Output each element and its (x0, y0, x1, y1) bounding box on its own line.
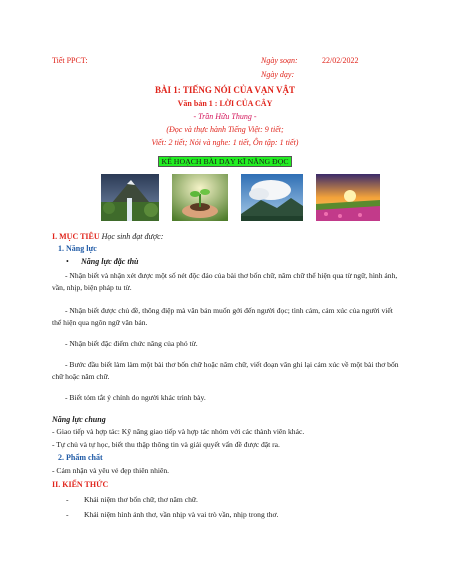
section-1-heading-line (52, 232, 163, 242)
clouds-over-mountain-image (241, 174, 303, 221)
plan-banner: KẾ HOẠCH BÀI DẠY KĨ NĂNG ĐỌC (158, 156, 291, 167)
section-2-heading: II. KIẾN THỨC (52, 480, 109, 489)
hands-holding-sprout-image (172, 174, 228, 221)
kien-thuc-dash-1: - (66, 495, 69, 504)
bullet-dot: • (66, 257, 69, 266)
dac-thu-paragraph-2: - Nhận biết được chủ đề, thông điệp mà văn bản muốn gởi đến người đọc; tình cảm, cảm xúc của người viết thể hiện qua ngôn ngữ văn bản. (52, 306, 393, 327)
ngay-soan-label: Ngày soạn: (261, 56, 298, 65)
ngay-soan-value: 22/02/2022 (322, 56, 359, 65)
pham-chat-item: - Cảm nhận và yêu vẻ đẹp thiên nhiên. (52, 466, 170, 475)
waterfall-landscape-image (101, 174, 159, 221)
dac-thu-paragraph-4: - Bước đầu biết làm làm một bài thơ bốn chữ hoặc năm chữ, viết đoạn văn ghi lại cảm xúc về một bài thơ bốn chữ hoặc năm chữ. (52, 360, 399, 381)
section-1-subtitle: Học sinh đạt được: (101, 232, 164, 241)
nang-luc-chung-heading: Năng lực chung (52, 415, 106, 424)
text-title: Văn bản 1 : LỜI CỦA CÂY (177, 99, 273, 108)
kien-thuc-item-2: Khái niệm hình ảnh thơ, vần nhịp và vai trò vần, nhịp trong thơ. (84, 510, 279, 519)
dac-thu-paragraph-3: - Nhận biết đặc điểm chức năng của phó từ. (65, 339, 198, 348)
kien-thuc-dash-2: - (66, 510, 69, 519)
ngay-day-label: Ngày dạy: (261, 70, 295, 79)
nang-luc-heading: 1. Năng lực (58, 244, 97, 253)
pham-chat-heading: 2. Phẩm chất (58, 453, 103, 462)
kien-thuc-item-1: Khái niệm thơ bốn chữ, thơ năm chữ. (84, 495, 198, 504)
lesson-title: BÀI 1: TIẾNG NÓI CỦA VẠN VẬT (154, 85, 296, 95)
dac-thu-paragraph-5: - Biết tóm tắt ý chính do người khác trình bày. (65, 393, 206, 402)
sunset-flower-field-image (316, 174, 380, 221)
schedule-line-1: (Đọc và thực hành Tiếng Việt: 9 tiết; (166, 125, 284, 134)
dac-thu-paragraph-1: - Nhận biết và nhận xét được một số nét độc đáo của bài thơ bốn chữ, năm chữ thể hiện qua từ ngữ, hình ảnh, vần, nhịp, biện pháp tu từ. (52, 271, 398, 292)
section-1-heading: I. MỤC TIÊU (52, 232, 100, 241)
nang-luc-chung-item-1: - Giao tiếp và hợp tác: Kỹ năng giao tiếp và hợp tác nhóm với các thành viên khác. (52, 427, 305, 436)
schedule-line-2: Viết: 2 tiết; Nói và nghe: 1 tiết, Ôn tập: 1 tiết) (151, 138, 299, 147)
tiet-ppct-label: Tiết PPCT: (52, 56, 88, 65)
nang-luc-dac-thu-heading: Năng lực đặc thù (81, 257, 139, 266)
plan-banner-wrap (0, 151, 450, 169)
nang-luc-chung-item-2: - Tự chủ và tự học, biết thu thập thông tin và giải quyết vấn đề được đặt ra. (52, 440, 280, 449)
author: - Trần Hữu Thung - (193, 112, 257, 121)
